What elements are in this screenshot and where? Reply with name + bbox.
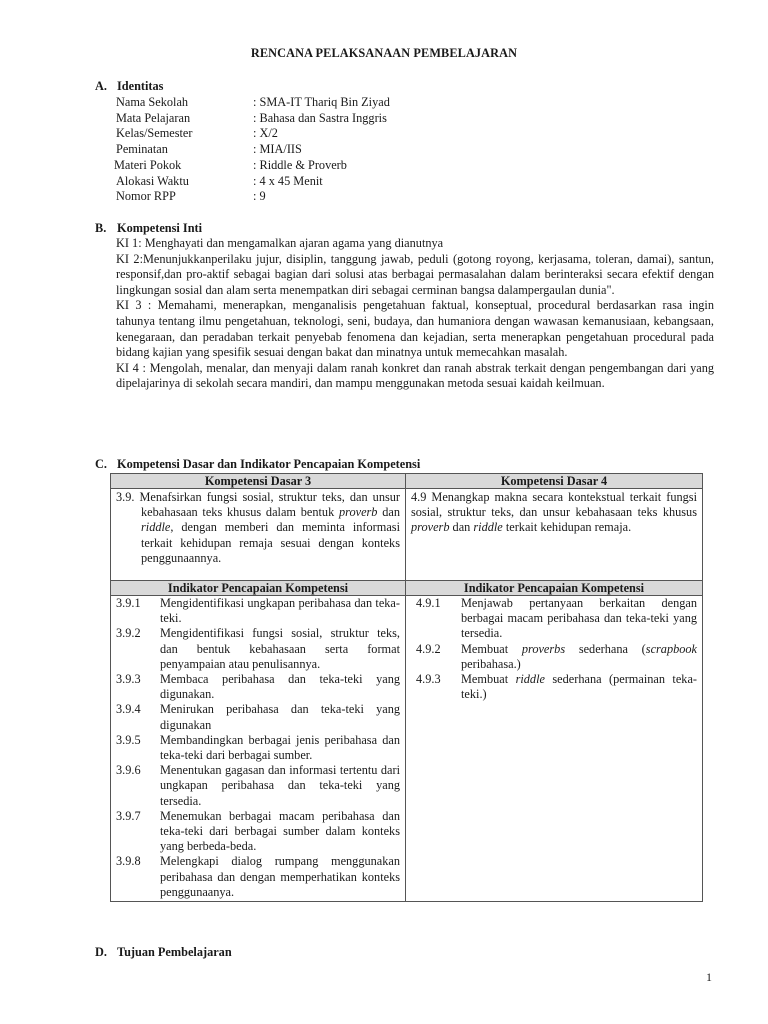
identity-label: Mata Pelajaran (116, 111, 191, 125)
section-letter: A. (95, 79, 107, 93)
identity-row (116, 126, 516, 142)
identity-label: Peminatan (116, 142, 168, 156)
page-title: RENCANA PELAKSANAAN PEMBELAJARAN (250, 46, 518, 60)
section-letter: B. (95, 221, 107, 235)
identity-row (116, 174, 516, 190)
indicator-text (461, 672, 697, 702)
indicator-text-part: peribahasa.) (461, 656, 521, 671)
indicator-text: Menjawab pertanyaan berkaitan dengan berbagai macam peribahasa dan teka-teki yang tersedia. (461, 596, 697, 641)
identity-value: : SMA-IT Thariq Bin Ziyad (253, 95, 390, 109)
indicator-row (111, 672, 405, 702)
identity-row (116, 142, 516, 158)
indicator-text: Mengidentifikasi fungsi sosial, struktur teks, dan bentuk kebahasaan serta format penyampaian atau penulisannya. (160, 626, 400, 671)
section-title: Kompetensi Dasar dan Indikator Pencapaian Kompetensi (117, 457, 421, 471)
section-title: Identitas (117, 79, 164, 93)
ipk3-cell (111, 596, 406, 902)
indicator-text: Membandingkan berbagai jenis peribahasa dan teka-teki dari berbagai sumber. (160, 732, 400, 763)
indicator-text: Melengkapi dialog rumpang menggunakan peribahasa dan dengan memperhatikan konteks penggunaanya. (160, 854, 400, 899)
indicator-number: 3.9.2 (116, 626, 141, 641)
identity-value: : 4 x 45 Menit (253, 174, 323, 188)
indicator-number: 3.9.6 (116, 763, 141, 778)
ki-3: KI 3 : Memahami, menerapkan, menganalisis pengetahuan faktual, konseptual, procedural berdasarkan rasa ingin tahunya tentang ilmu pengetahuan, teknologi, seni, budaya, dan humaniora dengan wawasan kemanusiaan, kebangsaan, kenegaraan, dan peradaban terkait penyebab fenomena dan kejadian, serta menerapkan pengetahuan procedural pada bidang kajian yang spesifik sesuai dengan bakat dan minatnya untuk memecahkan masalah. (116, 298, 714, 360)
kd3-term: riddle (141, 520, 171, 535)
kd3-text: 3.9. Menafsirkan fungsi sosial, struktur teks, dan unsur kebahasaan teks khusus dalam bentuk (116, 490, 400, 520)
identity-label: Kelas/Semester (116, 126, 193, 140)
identity-value: : MIA/IIS (253, 142, 302, 156)
indicator-row (111, 763, 405, 809)
indicator-number: 4.9.1 (416, 596, 441, 610)
indicator-text-part: sederhana (permainan teka-teki.) (461, 672, 698, 702)
identity-row (116, 189, 516, 205)
section-a-heading (95, 79, 163, 95)
indicator-number: 3.9.3 (116, 672, 141, 687)
indicator-text: Mengidentifikasi ungkapan peribahasa dan teka-teki. (160, 596, 400, 626)
indicator-text (461, 642, 697, 672)
identity-label: Nama Sekolah (116, 95, 189, 109)
identity-value: : X/2 (253, 126, 278, 140)
identity-label: Nomor RPP (116, 189, 176, 203)
indicator-row (111, 809, 405, 855)
identity-row (116, 111, 516, 127)
indicator-number: 3.9.5 (116, 732, 141, 747)
indicator-term: proverbs (521, 641, 566, 656)
ki-1: KI 1: Menghayati dan mengamalkan ajaran agama yang dianutnya (116, 236, 444, 250)
kd4-term: proverb (411, 520, 450, 535)
indicator-row (406, 596, 702, 642)
kd4-text: dan (449, 520, 474, 535)
kd4-text: terkait kehidupan remaja. (502, 520, 632, 535)
kd3-text: dan (377, 505, 400, 520)
kd3-description (111, 489, 405, 569)
kd3-header: Kompetensi Dasar 3 (111, 474, 406, 489)
indicator-text: Menirukan peribahasa dan teka-teki yang digunakan (160, 702, 400, 732)
ipk-header-left: Indikator Pencapaian Kompetensi (111, 581, 406, 596)
identity-label: Materi Pokok (114, 158, 182, 172)
indicator-number: 3.9.8 (116, 854, 141, 869)
identity-label: Alokasi Waktu (116, 174, 189, 188)
kd4-term: riddle (473, 520, 503, 535)
section-d-heading (95, 945, 232, 961)
indicator-term: scrapbook (645, 641, 698, 656)
kd-table (110, 473, 703, 902)
identity-row (116, 95, 516, 111)
identity-value: : 9 (253, 189, 266, 203)
indicator-row (111, 626, 405, 672)
ki-list (116, 236, 714, 392)
page-number: 1 (706, 970, 712, 984)
indicator-text: Menentukan gagasan dan informasi tertentu dari ungkapan peribahasa dan teka-teki yang tersedia. (160, 763, 400, 808)
ki-4: KI 4 : Mengolah, menalar, dan menyaji dalam ranah konkret dan ranah abstrak terkait dengan pengembangan dari yang dipelajarinya di sekolah secara mandiri, dan mampu menggunakan metoda sesuai kaidah keilmuan. (116, 360, 714, 391)
kd3-term: proverb (338, 505, 378, 520)
kd3-cell (111, 489, 406, 581)
section-b-heading (95, 221, 202, 237)
indicator-number: 3.9.4 (116, 702, 141, 717)
indicator-number: 4.9.2 (416, 641, 441, 656)
indicator-text-part: Membuat (461, 641, 522, 656)
kd3-text: , dengan memberi dan meminta informasi terkait kehidupan remaja sesuai dengan konteks penggunaannya. (141, 520, 400, 565)
indicator-row (406, 672, 702, 702)
section-title: Tujuan Pembelajaran (117, 945, 232, 959)
indicator-text: Menemukan berbagai macam peribahasa dan teka-teki dari berbagai sumber dalam konteks yang berbeda-beda. (160, 808, 400, 854)
identity-row (116, 158, 516, 174)
indicator-text: Membaca peribahasa dan teka-teki yang digunakan. (160, 672, 400, 702)
indicator-row (111, 854, 405, 900)
identity-value: : Riddle & Proverb (253, 158, 347, 172)
kd4-header: Kompetensi Dasar 4 (406, 474, 703, 489)
kd4-text: 4.9 Menangkap makna secara kontekstual terkait fungsi sosial, struktur teks, dan unsur kebahasaan teks khusus (411, 490, 697, 520)
section-letter: D. (95, 945, 107, 959)
indicator-term: riddle (515, 672, 545, 687)
indicator-text-part: Membuat (461, 672, 516, 687)
indicator-number: 3.9.7 (116, 808, 141, 823)
indicator-row (111, 596, 405, 626)
kd4-description (406, 489, 702, 539)
indicator-row (111, 702, 405, 732)
indicator-text-part: sederhana ( (565, 641, 646, 656)
indicator-number: 4.9.3 (416, 672, 441, 687)
kd4-cell (406, 489, 703, 581)
identity-value: : Bahasa dan Sastra Inggris (253, 111, 387, 125)
section-c-heading (95, 457, 420, 473)
indicator-row (406, 642, 702, 672)
section-title: Kompetensi Inti (117, 221, 203, 235)
indicator-number: 3.9.1 (116, 596, 141, 610)
ipk4-cell (406, 596, 703, 902)
section-letter: C. (95, 457, 107, 471)
ki-2: KI 2:Menunjukkanperilaku jujur, disiplin, tanggung jawab, peduli (gotong royong, kerjasama, toleran, damai), santun, responsif,dan pro-aktif sebagai bagian dari solusi atas berbagai permasalahan dalam berinteraksi secara efektif dengan lingkungan sosial dan alam serta menempatkan diri sebagai cerminan bangsa dalampergaulan dunia". (116, 251, 714, 297)
indicator-row (111, 733, 405, 763)
ipk-header-right: Indikator Pencapaian Kompetensi (406, 581, 703, 596)
